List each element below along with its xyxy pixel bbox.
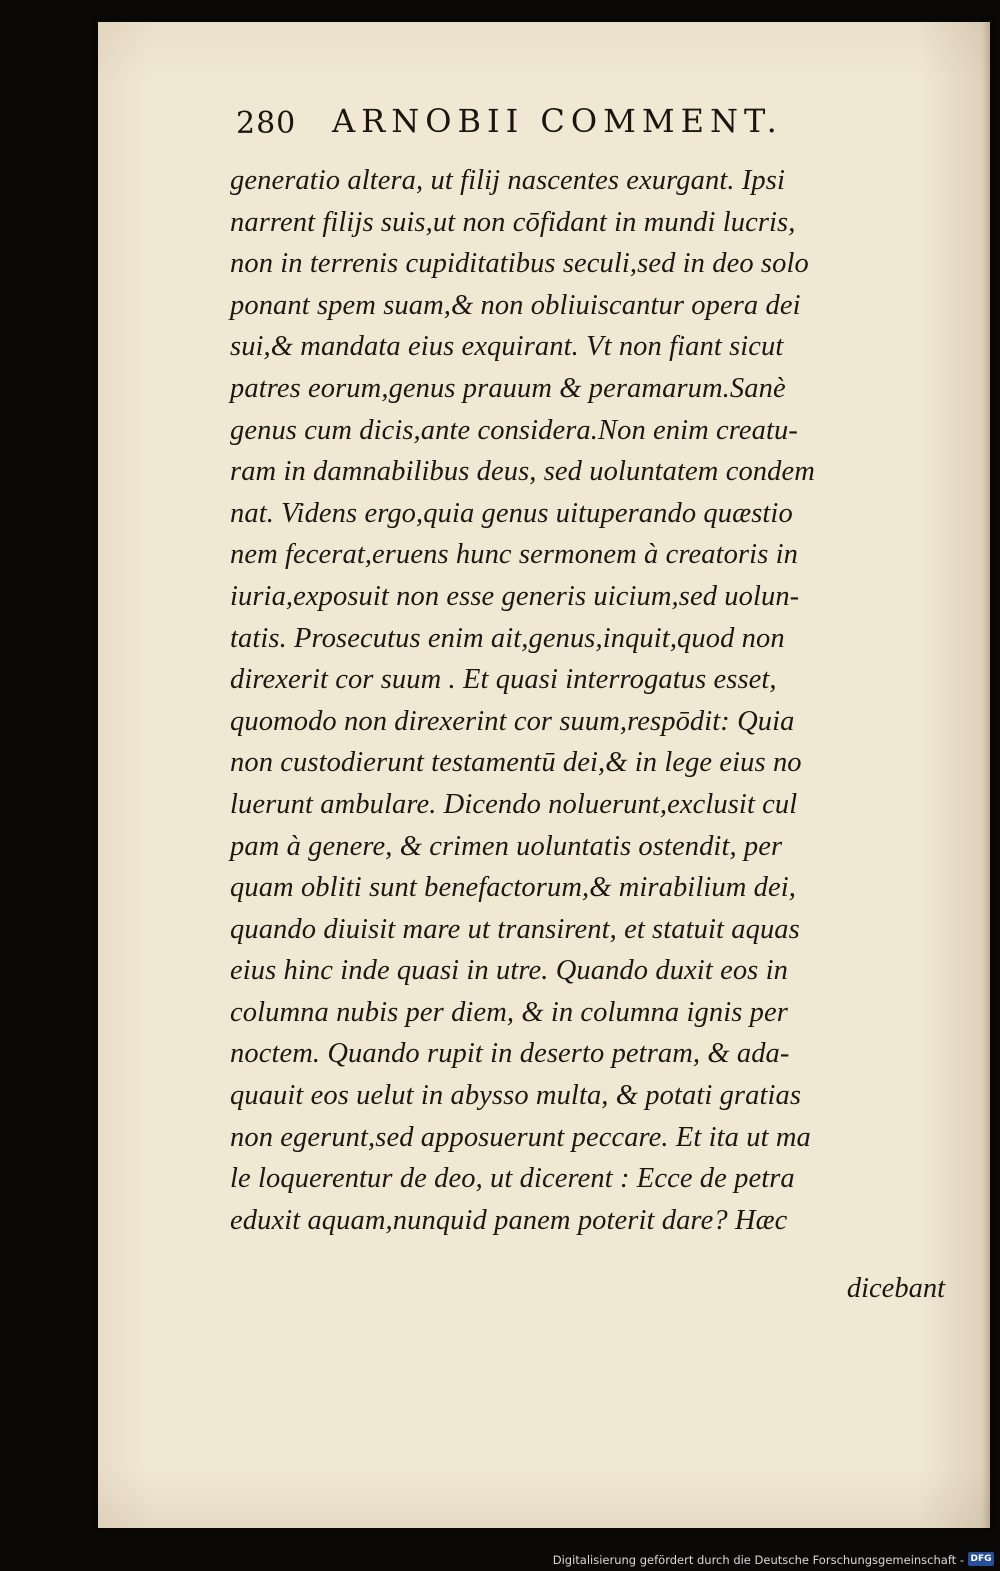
text-line: non egerunt,sed apposuerunt peccare. Et ita ut ma — [230, 1121, 811, 1153]
page-edge-shadow — [982, 22, 990, 1528]
text-line: non custodierunt testamentū dei,& in lege eius no — [230, 747, 802, 779]
text-line: generatio altera, ut filij nascentes exurgant. Ipsi — [230, 165, 785, 196]
text-line: nat. Videns ergo,quia genus uituperando quæstio — [230, 497, 793, 529]
text-line: quando diuisit mare ut transirent, et statuit aquas — [230, 913, 800, 945]
text-line: patres eorum,genus prauum & peramarum.Sanè — [230, 372, 786, 404]
page-header — [236, 98, 856, 148]
text-line: columna nubis per diem, & in columna ignis per — [230, 996, 788, 1028]
text-line: quomodo non direxerint cor suum,respōdit: Quia — [230, 705, 795, 737]
text-line: quam obliti sunt benefactorum,& mirabilium dei, — [230, 872, 796, 904]
text-line: non in terrenis cupiditatibus seculi,sed in deo solo — [230, 248, 809, 280]
text-line: luerunt ambulare. Dicendo noluerunt,exclusit cul — [230, 788, 798, 820]
text-line: nem fecerat,eruens hunc sermonem à creatoris in — [230, 539, 798, 571]
running-head: ARNOBII COMMENT. — [332, 102, 783, 140]
text-line: genus cum dicis,ante considera.Non enim creatu- — [230, 414, 798, 446]
text-line: tatis. Prosecutus enim ait,genus,inquit,quod non — [230, 622, 785, 654]
text-line: narrent filijs suis,ut non cōfidant in mundi lucris, — [230, 206, 796, 238]
text-line: ram in damnabilibus deus, sed uoluntatem condem — [230, 456, 815, 488]
text-line: ponant spem suam,& non obliuiscantur opera dei — [230, 289, 801, 321]
body-text — [230, 160, 856, 1241]
text-line: le loquerentur de deo, ut dicerent : Ecce de petra — [230, 1163, 795, 1195]
text-line: quauit eos uelut in abysso multa, & potati gratias — [230, 1080, 802, 1112]
text-line: eduxit aquam,nunquid panem poterit dare? Hæc — [230, 1204, 788, 1236]
text-line: pam à genere, & crimen uoluntatis ostendit, per — [230, 830, 783, 862]
text-line: eius hinc inde quasi in utre. Quando duxit eos in — [230, 955, 788, 987]
text-line: noctem. Quando rupit in deserto petram, & ada- — [230, 1038, 790, 1070]
funding-credit: Digitalisierung gefördert durch die Deutsche Forschungsgemeinschaft - — [552, 1553, 964, 1567]
page-number: 280 — [236, 106, 297, 141]
text-line: sui,& mandata eius exquirant. Vt non fiant sicut — [230, 331, 784, 363]
text-line: direxerit cor suum . Et quasi interrogatus esset, — [230, 664, 777, 696]
dfg-logo: DFG — [968, 1552, 994, 1566]
text-line: iuria,exposuit non esse generis uicium,sed uolun- — [230, 580, 800, 612]
catchword: dicebant — [846, 1273, 945, 1304]
catchword-area — [230, 1268, 945, 1310]
